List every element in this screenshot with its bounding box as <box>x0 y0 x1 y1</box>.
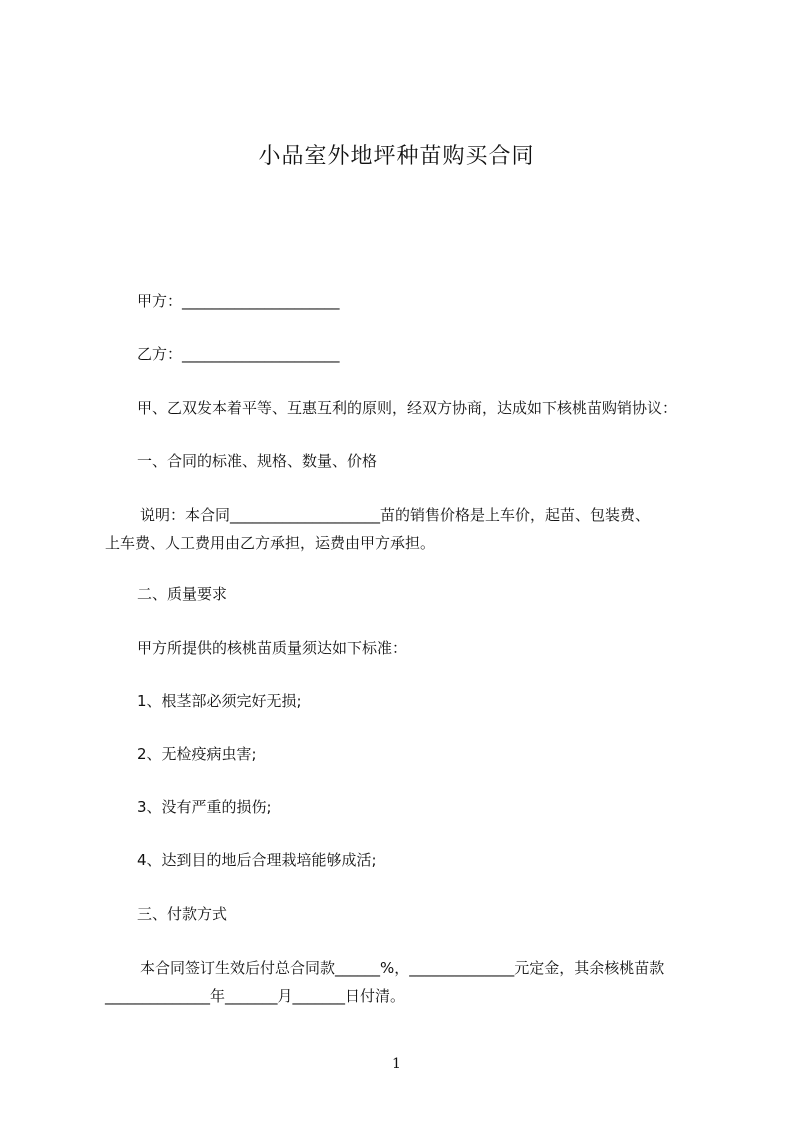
section-3-line-1: 本合同签订生效后付总合同款______%，______________元定金，其余核桃苗款 <box>140 959 665 977</box>
section-1-note-line-1: 说明：本合同____________________苗的销售价格是上车价，起苗、包装费、 <box>140 506 651 524</box>
quality-item-1: 1、根茎部必须完好无损; <box>137 692 302 710</box>
quality-item-3: 3、没有严重的损伤; <box>137 798 272 816</box>
section-1-heading: 一、合同的标准、规格、数量、价格 <box>137 452 378 470</box>
section-3-line-2: ______________年_______月_______日付清。 <box>105 987 406 1005</box>
section-1-note-line-2: 上车费、人工费用由乙方承担，运费由甲方承担。 <box>105 534 436 552</box>
quality-item-2: 2、无检疫病虫害; <box>137 745 257 763</box>
section-2-intro: 甲方所提供的核桃苗质量须达如下标准： <box>137 639 408 657</box>
section-2-heading: 二、质量要求 <box>137 585 228 603</box>
document-title: 小品室外地坪种苗购买合同 <box>258 144 535 169</box>
preamble-text: 甲、乙双发本着平等、互惠互利的原则，经双方协商，达成如下核桃苗购销协议： <box>137 399 678 417</box>
page-number: 1 <box>392 1056 401 1072</box>
party-a-line: 甲方：_____________________ <box>137 292 340 310</box>
section-3-heading: 三、付款方式 <box>137 905 228 923</box>
party-b-line: 乙方：_____________________ <box>137 345 340 363</box>
quality-item-4: 4、达到目的地后合理栽培能够成活; <box>137 851 377 869</box>
